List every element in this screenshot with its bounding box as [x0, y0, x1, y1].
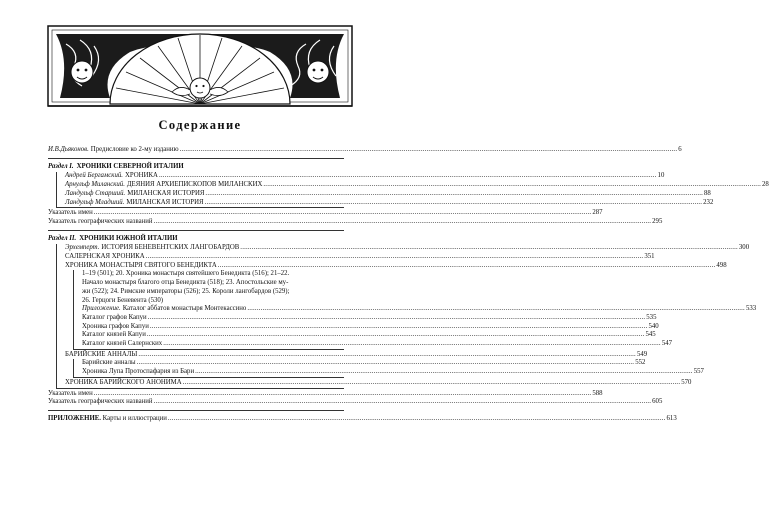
toc-entry[interactable]	[57, 189, 711, 199]
contents-line: 1–19 (501); 20. Хроника монастыря святейшего Бенедикта (516); 21–22.	[82, 270, 290, 278]
section-label: Раздел I.	[48, 162, 74, 170]
page-number: 88	[704, 189, 711, 197]
entry-title: ХРОНИКА МОНАСТЫРЯ СВЯТОГО БЕНЕДИКТА	[65, 261, 217, 269]
entry-title: Указатель имен	[48, 209, 93, 217]
entry-title: САЛЕРНСКАЯ ХРОНИКА	[65, 253, 145, 261]
entry-title: ХРОНИКА	[124, 172, 158, 180]
entry-title: Указатель географических названий	[48, 217, 153, 225]
entry-title: Хроника графов Капуи	[82, 322, 149, 330]
entry-author: Ландульф Младший.	[65, 198, 125, 206]
toc-entry-preface[interactable]	[48, 146, 682, 155]
entry-author: И.В.Дьяконов.	[48, 146, 89, 153]
entry-title: Каталог князей Салернских	[82, 340, 163, 348]
toc-entry[interactable]	[57, 181, 769, 190]
toc-entry[interactable]	[74, 368, 704, 377]
entry-title: Хроника Лупа Протоспафария из Бари	[82, 368, 195, 376]
entry-title: Барийские анналы	[82, 359, 136, 367]
toc-entry-index-geo[interactable]	[48, 217, 663, 227]
entry-title: Каталог князей Капуи	[82, 331, 146, 339]
entry-title: МИЛАНСКАЯ ИСТОРИЯ	[127, 189, 205, 197]
page-number: 533	[745, 305, 757, 313]
contents-line: жи (522); 24. Римские императоры (526); 25. Короли лангобардов (529);	[82, 287, 290, 295]
entry-title: Предисловие ко 2-му изданию	[90, 146, 179, 153]
entry-author: Арнульф Миланский.	[65, 181, 125, 189]
page-number: 10	[657, 172, 665, 180]
ornamental-headpiece	[0, 0, 400, 112]
table-of-contents	[48, 146, 769, 424]
section-label: Раздел II.	[48, 234, 77, 242]
toc-entry[interactable]	[57, 253, 655, 262]
page-number: 300	[738, 244, 750, 252]
contents-line: Начало монастыря благого отца Бенедикта (518); 23. Апостольские му-	[82, 279, 289, 287]
bari-subgroup	[73, 359, 704, 377]
page-number: 549	[636, 350, 648, 358]
page-number: 351	[644, 253, 655, 261]
toc-title: Содержание	[158, 118, 242, 132]
entry-title: ХРОНИКА БАРИЙСКОГО АНОНИМА	[65, 378, 182, 386]
entry-label: ПРИЛОЖЕНИЕ.	[48, 414, 101, 422]
section-heading-1	[48, 163, 344, 172]
entry-title: Указатель географических названий	[48, 398, 153, 406]
toc-entry[interactable]	[57, 378, 692, 388]
page-number: 545	[645, 331, 656, 339]
page-number: 540	[648, 322, 659, 330]
toc-entry[interactable]	[57, 261, 727, 271]
page-number: 547	[661, 340, 673, 348]
page-number: 613	[666, 414, 677, 422]
toc-entry[interactable]	[57, 350, 648, 360]
toc-entry[interactable]	[74, 331, 656, 340]
page-number: 570	[681, 378, 692, 386]
toc-entry-index-names[interactable]	[48, 209, 603, 218]
entry-title: ИСТОРИЯ БЕНЕВЕНТСКИХ ЛАНГОБАРДОВ	[101, 244, 240, 252]
toc-entry[interactable]	[57, 172, 665, 181]
page-number: 6	[678, 146, 682, 153]
toc-entry[interactable]	[57, 244, 750, 253]
monastery-subgroup	[73, 270, 757, 349]
page-number: 295	[652, 217, 663, 225]
section-title: ХРОНИКИ СЕВЕРНОЙ ИТАЛИИ	[76, 162, 184, 170]
page-number: 588	[592, 389, 603, 397]
entry-title: МИЛАНСКАЯ ИСТОРИЯ	[126, 198, 204, 206]
page-number: 605	[652, 398, 663, 406]
section-title: ХРОНИКИ ЮЖНОЙ ИТАЛИИ	[79, 234, 178, 242]
toc-entry-appendix[interactable]	[48, 414, 677, 424]
entry-author: Приложение.	[82, 305, 121, 313]
section-1-group	[56, 172, 769, 208]
toc-entry[interactable]	[74, 359, 646, 368]
page-number: 232	[703, 198, 714, 206]
entry-title: Каталог графов Капуи	[82, 313, 147, 321]
entry-title: Каталог аббатов монастыря Монтекассино	[122, 305, 247, 313]
toc-entry[interactable]	[74, 340, 673, 349]
toc-entry[interactable]	[74, 305, 757, 314]
page-number: 552	[635, 359, 646, 367]
page-number: 557	[693, 368, 704, 376]
toc-entry-index-names[interactable]	[48, 389, 603, 399]
page-number: 498	[716, 261, 727, 269]
toc-entry[interactable]	[74, 313, 657, 323]
entry-author: Ландульф Старший.	[65, 189, 126, 197]
section-2-group	[56, 244, 757, 388]
page-number: 28	[762, 181, 769, 189]
toc-entry[interactable]	[74, 322, 659, 332]
entry-author: Эрхемперт.	[65, 244, 100, 252]
entry-title: Указатель имен	[48, 389, 93, 397]
entry-author: Андрей Бергамский.	[65, 172, 123, 180]
contents-line: 26. Герцоги Беневента (530)	[82, 296, 164, 304]
section-heading-2	[48, 235, 344, 244]
page-number: 287	[592, 209, 603, 217]
toc-entry[interactable]	[57, 198, 714, 208]
entry-title: БАРИЙСКИЕ АННАЛЫ	[65, 350, 138, 358]
toc-entry-index-geo[interactable]	[48, 398, 663, 407]
page-number: 535	[646, 313, 657, 321]
entry-title: ДЕЯНИЯ АРХИЕПИСКОПОВ МИЛАНСКИХ	[126, 181, 263, 189]
entry-title: Карты и иллюстрации	[102, 414, 167, 422]
